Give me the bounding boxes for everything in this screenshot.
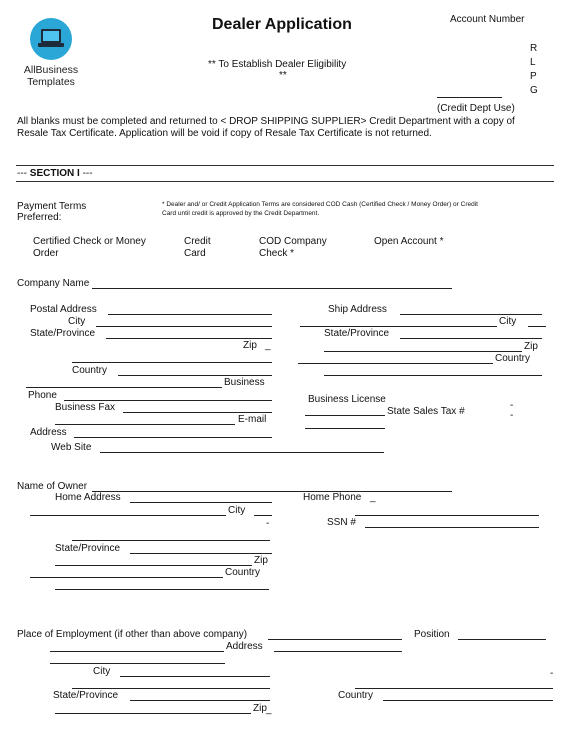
ship-extra-field[interactable] — [324, 375, 542, 376]
place-of-employment-field[interactable] — [268, 639, 402, 640]
owner-dash: - — [266, 518, 270, 529]
ship-city-field[interactable] — [528, 326, 546, 327]
owner-state-field[interactable] — [130, 553, 272, 554]
name-of-owner-field[interactable] — [92, 491, 452, 492]
company-name-label: Company Name — [17, 278, 90, 289]
business-fax-field[interactable] — [123, 412, 272, 413]
payment-terms-label: Payment Terms — [17, 201, 87, 212]
owner-city-label: City — [228, 505, 246, 516]
employment-extra-field[interactable] — [72, 688, 270, 689]
postal-city-label: City — [68, 316, 86, 327]
name-of-owner-label: Name of Owner — [17, 481, 88, 492]
home-address-label: Home Address — [55, 492, 121, 503]
owner-zip-field[interactable] — [55, 565, 252, 566]
home-phone-blank[interactable]: _ — [370, 492, 376, 503]
home-phone-label: Home Phone — [303, 492, 362, 503]
postal-address-field[interactable] — [108, 314, 272, 315]
employment-zip-blank[interactable]: _ — [266, 704, 272, 715]
employment-zip-label: Zip — [253, 703, 267, 714]
section-header: --- SECTION I --- — [17, 168, 93, 179]
page-title: Dealer Application — [212, 16, 352, 33]
owner-country-label: Country — [225, 567, 261, 578]
postal-zip-label: Zip — [243, 340, 257, 351]
state-sales-tax-label: State Sales Tax # — [387, 406, 465, 417]
option-certified-check[interactable]: Certified Check or Money Order — [33, 236, 146, 259]
brand-line1: AllBusiness — [23, 64, 79, 76]
option-open-account[interactable]: Open Account * — [374, 236, 444, 247]
owner-extra-field[interactable] — [72, 540, 270, 541]
employment-zip-field[interactable] — [55, 713, 251, 714]
employment-address-line1[interactable] — [50, 651, 224, 652]
postal-zip-field[interactable] — [72, 362, 272, 363]
ssn-field[interactable] — [365, 527, 539, 528]
employment-country-line1[interactable] — [355, 688, 553, 689]
section-top-rule — [16, 165, 554, 166]
employment-country-field[interactable] — [383, 700, 553, 701]
postal-state-label: State/Province — [30, 328, 96, 339]
ship-city-label: City — [499, 316, 517, 327]
postal-city-field[interactable] — [96, 326, 272, 327]
postal-country-label: Country — [72, 365, 108, 376]
payment-note-line1: * Dealer and/ or Credit Application Terms are considered COD Cash (Certified Check / Money Order) or Credit — [162, 201, 478, 208]
phone-field[interactable] — [64, 400, 272, 401]
business-phone-field[interactable] — [26, 387, 222, 388]
home-address-field[interactable] — [130, 502, 272, 503]
email-label: E-mail — [238, 414, 267, 425]
ship-state-field[interactable] — [400, 338, 542, 339]
business-fax-label: Business Fax — [55, 402, 116, 413]
business-license-field[interactable] — [305, 415, 385, 416]
subtitle-stars: ** — [279, 70, 287, 81]
postal-state-field[interactable] — [106, 338, 272, 339]
brand-line2: Templates — [27, 76, 75, 88]
ship-zip-field[interactable] — [324, 351, 522, 352]
employment-city-label: City — [93, 666, 111, 677]
tax-dash-1: - — [510, 400, 514, 411]
home-phone-field[interactable] — [355, 515, 539, 516]
position-label: Position — [414, 629, 450, 640]
payment-note-line2: Card until credit is approved by the Credit Department. — [162, 210, 320, 217]
employment-address-line2[interactable] — [50, 663, 225, 664]
brand-logo — [14, 64, 88, 88]
place-of-employment-label: Place of Employment (if other than above company) — [17, 629, 248, 640]
section-bottom-rule — [16, 181, 554, 182]
address-label: Address — [30, 427, 67, 438]
owner-extra-field-2[interactable] — [55, 589, 269, 590]
owner-zip-label: Zip — [254, 555, 268, 566]
code-g: G — [530, 85, 538, 96]
ship-zip-label: Zip — [524, 341, 538, 352]
state-sales-tax-field[interactable] — [305, 428, 385, 429]
employment-country-label: Country — [338, 690, 374, 701]
company-name-field[interactable] — [92, 288, 452, 289]
employment-dash: - — [550, 668, 554, 679]
code-l: L — [530, 57, 536, 68]
owner-country-field[interactable] — [30, 577, 223, 578]
employment-address-label: Address — [226, 641, 263, 652]
employment-state-label: State/Province — [53, 690, 119, 701]
laptop-icon — [38, 28, 64, 50]
postal-address-label: Postal Address — [30, 304, 97, 315]
tax-dash-2: - — [510, 410, 514, 421]
email-address-field[interactable] — [74, 437, 272, 438]
option-credit-card[interactable]: Credit Card — [184, 236, 211, 259]
ship-address-label: Ship Address — [328, 304, 387, 315]
web-site-label: Web Site — [51, 442, 92, 453]
account-number-label: Account Number — [450, 14, 525, 25]
ship-address-field[interactable] — [400, 314, 542, 315]
intro-line2: Resale Tax Certificate. Application will be void if copy of Resale Tax Certificate is not returned. — [17, 128, 432, 139]
owner-city-field[interactable] — [254, 515, 272, 516]
employment-city-field[interactable] — [120, 676, 270, 677]
phone-label: Phone — [28, 390, 57, 401]
position-field[interactable] — [458, 639, 546, 640]
ship-country-label: Country — [495, 353, 531, 364]
option-cod-company-check[interactable]: COD Company Check * — [259, 236, 327, 259]
employment-address-field[interactable] — [274, 651, 402, 652]
credit-dept-label: (Credit Dept Use) — [437, 103, 515, 114]
business-label: Business — [224, 377, 265, 388]
ship-address-line2[interactable] — [300, 326, 497, 327]
payment-preferred-label: Preferred: — [17, 212, 62, 223]
postal-zip-blank[interactable]: _ — [265, 340, 271, 351]
code-p: P — [530, 71, 537, 82]
employment-state-field[interactable] — [130, 700, 270, 701]
ship-state-label: State/Province — [324, 328, 390, 339]
ship-country-field[interactable] — [298, 363, 493, 364]
home-address-line2[interactable] — [30, 515, 226, 516]
credit-dept-line[interactable] — [437, 97, 502, 98]
postal-country-field[interactable] — [118, 375, 272, 376]
code-r: R — [530, 43, 538, 54]
subtitle: ** To Establish Dealer Eligibility — [208, 59, 347, 70]
business-license-label: Business License — [308, 394, 386, 405]
ssn-label: SSN # — [327, 517, 356, 528]
web-site-field[interactable] — [100, 452, 384, 453]
intro-line1: All blanks must be completed and returned to < DROP SHIPPING SUPPLIER> Credit Department with a copy of — [17, 116, 515, 127]
email-field[interactable] — [55, 424, 235, 425]
owner-state-label: State/Province — [55, 543, 121, 554]
